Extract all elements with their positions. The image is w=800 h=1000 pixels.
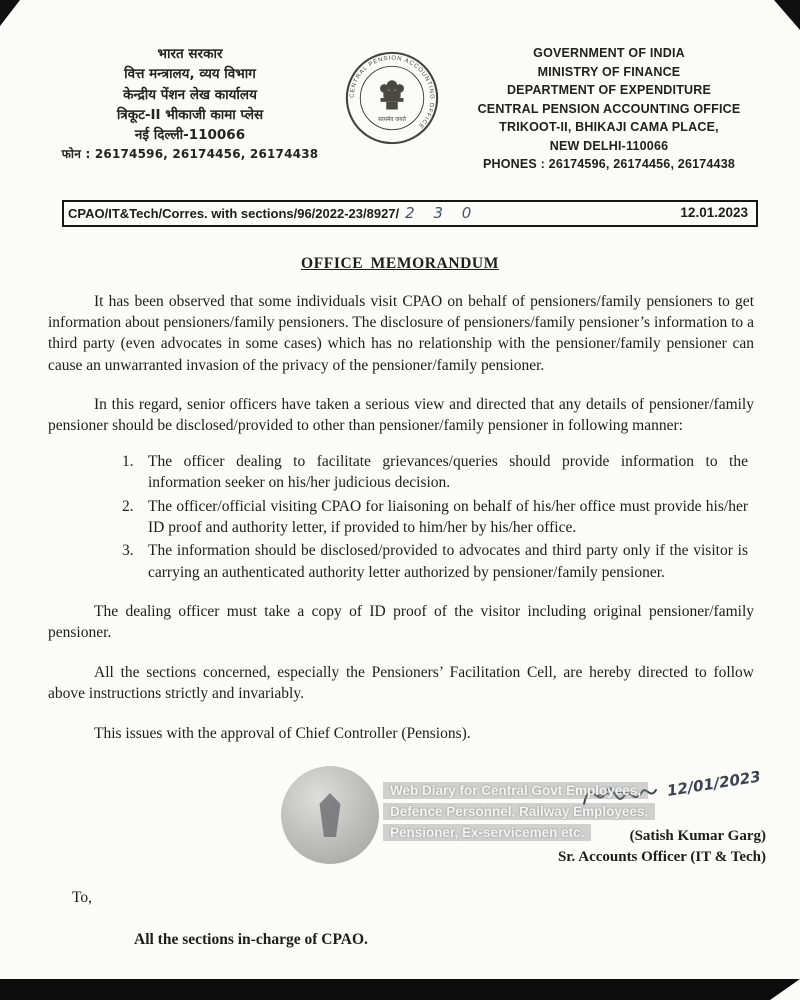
- footer-addressee: All the sections in-charge of CPAO.: [134, 931, 368, 949]
- list-item: [122, 496, 748, 539]
- list-item: [122, 451, 748, 494]
- body-paragraph-5: This issues with the approval of Chief Controller (Pensions).: [94, 724, 471, 742]
- instruction-list: [122, 451, 748, 583]
- letterhead-english: [444, 44, 774, 174]
- scan-corner-top-right: [774, 0, 800, 30]
- memo-title: OFFICE MEMORANDUM: [301, 254, 499, 272]
- reference-number-group: [68, 204, 478, 222]
- ashoka-lions-figure: [380, 80, 404, 109]
- signature-scribble-icon: [576, 766, 766, 826]
- scan-bottom-bar: [0, 979, 800, 1000]
- list-item-text: The officer/official visiting CPAO for liaisoning on behalf of his/her office must provide his/her ID proof and authority letter, if provided to him/her by his/her office.: [148, 497, 748, 536]
- list-item-text: The information should be disclosed/provided to advocates and third party only if the visitor is carrying an authenticated authority letter authorized by pensioner/family pensioner.: [148, 542, 748, 581]
- emblem-motto: सत्यमेव जयते: [378, 117, 406, 124]
- emblem-ring-text: CENTRAL PENSION ACCOUNTING OFFICE: [349, 55, 435, 130]
- memo-date: 12.01.2023: [680, 205, 748, 220]
- hindi-line: नई दिल्ली-110066: [134, 127, 246, 143]
- body-paragraph-3: The dealing officer must take a copy of ID proof of the visitor including original pensioner/family pensioner.: [48, 603, 754, 642]
- signature-block: [0, 766, 800, 869]
- hindi-line: त्रिकूट-II भीकाजी कामा प्लेस: [116, 106, 264, 123]
- english-line: TRIKOOT-II, BHIKAJI CAMA PLACE,: [499, 120, 719, 134]
- list-item-text: The officer dealing to facilitate grievances/queries should provide information to the information seeker on his/her judicious decision.: [148, 452, 748, 492]
- list-item-number: 1.: [122, 452, 134, 470]
- handwritten-dispatch-number: 2 3 0: [405, 203, 479, 222]
- body-paragraph-4: All the sections concerned, especially the Pensioners’ Facilitation Cell, are hereby directed to follow above instructions strictly and invariably.: [48, 663, 754, 703]
- hindi-line: केन्द्रीय पेंशन लेख कार्यालय: [123, 86, 257, 103]
- english-line: MINISTRY OF FINANCE: [537, 64, 681, 79]
- list-item: [122, 540, 748, 583]
- scan-corner-top-left: [0, 0, 20, 26]
- national-emblem-icon: [344, 50, 440, 151]
- signature-handwritten-date: 12/01/2023: [665, 767, 762, 800]
- letterhead-hindi: [40, 44, 340, 163]
- watermark-line: Web Diary for Central Govt Employees,: [383, 782, 648, 799]
- watermark-line: Defence Personnel, Railway Employees,: [383, 803, 655, 820]
- english-phone-line: PHONES : 26174596, 26174456, 26174438: [482, 157, 736, 171]
- scan-bottom-bar-notch: [770, 979, 800, 1000]
- body-paragraph-2: In this regard, senior officers have taken a serious view and directed that any details of pensioner/family pensioner should be disclosed/provided to other than pensioner/family pensioner in following manner:: [48, 396, 754, 435]
- reference-strip: [62, 200, 758, 227]
- english-line: CENTRAL PENSION ACCOUNTING OFFICE: [477, 101, 741, 116]
- hindi-phone-line: फोन : 26174596, 26174456, 26174438: [61, 147, 319, 162]
- list-item-number: 2.: [122, 497, 134, 515]
- reference-number: CPAO/IT&Tech/Corres. with sections/96/2022-23/8927/: [68, 205, 400, 221]
- signatory-name: (Satish Kumar Garg): [629, 827, 766, 844]
- watermark-line: Pensioner, Ex-servicemen etc.: [383, 824, 591, 841]
- letterhead: [0, 0, 800, 174]
- signatory-designation: Sr. Accounts Officer (IT & Tech): [557, 849, 766, 866]
- english-line: NEW DELHI-110066: [549, 138, 669, 153]
- list-item-number: 3.: [122, 542, 134, 560]
- footer-to-label: To,: [72, 889, 93, 907]
- hindi-line: भारत सरकार: [157, 46, 223, 62]
- english-line: GOVERNMENT OF INDIA: [533, 46, 685, 60]
- body-paragraph-1: It has been observed that some individuals visit CPAO on behalf of pensioners/family pensioners to get information about pensioners/family pensioners. The disclosure of pensioners/family pensioner’s information to a third party (even advocates in some cases) which has no relationship with the pensioner/family pensioner can cause an unwarranted invasion of the privacy of the pensioner/family pensioner.: [48, 292, 754, 374]
- english-line: DEPARTMENT OF EXPENDITURE: [506, 83, 712, 97]
- hindi-line: वित्त मन्त्रालय, व्यय विभाग: [124, 66, 256, 83]
